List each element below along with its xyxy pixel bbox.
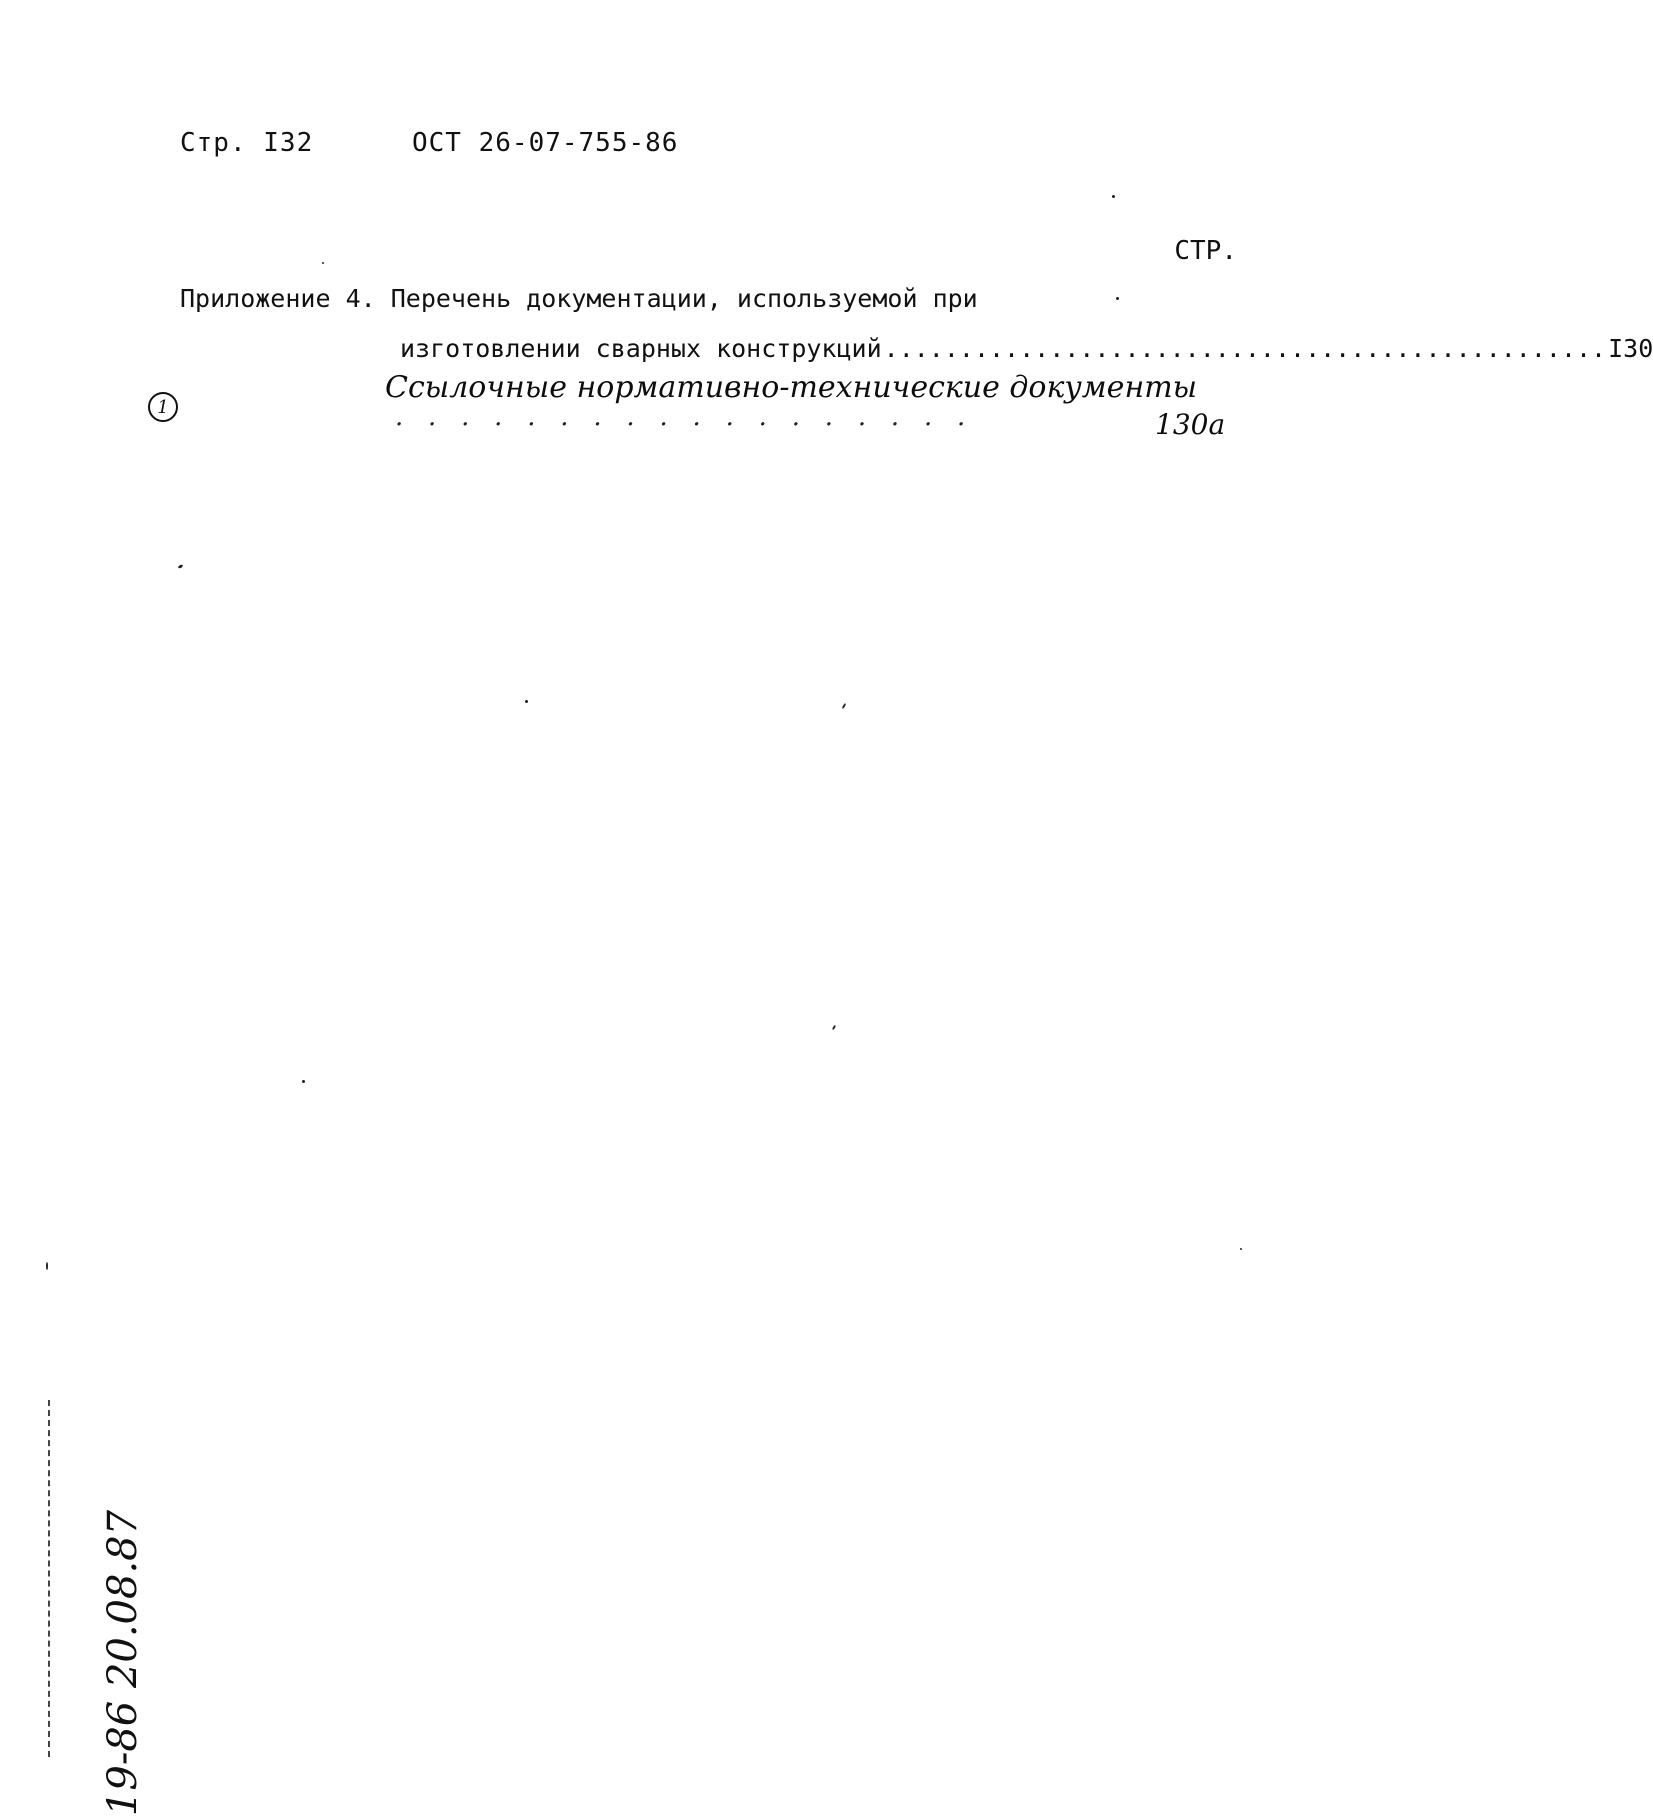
scan-speck: [46, 1262, 48, 1270]
change-mark-circle: 1: [148, 392, 178, 422]
scan-speck: [842, 703, 847, 709]
scan-speck: [1240, 1248, 1242, 1250]
toc-entry-appendix-4-line2: [400, 334, 1653, 363]
page-column-heading: СТР.: [1174, 236, 1237, 266]
scan-speck: [178, 564, 184, 569]
scan-speck: [302, 1080, 305, 1083]
handwritten-toc-entry: Ссылочные нормативно-технические документы: [385, 370, 1198, 405]
margin-inventory-note: 19-86 20.08.87: [100, 1509, 147, 1816]
page-number: Стр. I32: [180, 128, 314, 158]
scan-speck: [525, 700, 528, 703]
toc-entry-page: I30: [1608, 334, 1653, 363]
toc-entry-appendix-4-line1: Приложение 4. Перечень документации, используемой при: [180, 284, 978, 313]
dot-leader: ................................................: [883, 334, 1607, 363]
margin-rule: [48, 1400, 50, 1757]
scan-speck: [322, 262, 324, 264]
standard-code: ОСТ 26-07-755-86: [412, 128, 679, 158]
scan-speck: [832, 1025, 836, 1030]
scan-speck: [1112, 195, 1115, 198]
handwritten-toc-page: 130а: [1155, 408, 1226, 441]
toc-entry-text: изготовлении сварных конструкций: [400, 334, 882, 363]
handwritten-dot-leader: · · · · · · · · · · · · · · · · · ·: [395, 410, 966, 440]
scan-speck: [1116, 297, 1119, 300]
